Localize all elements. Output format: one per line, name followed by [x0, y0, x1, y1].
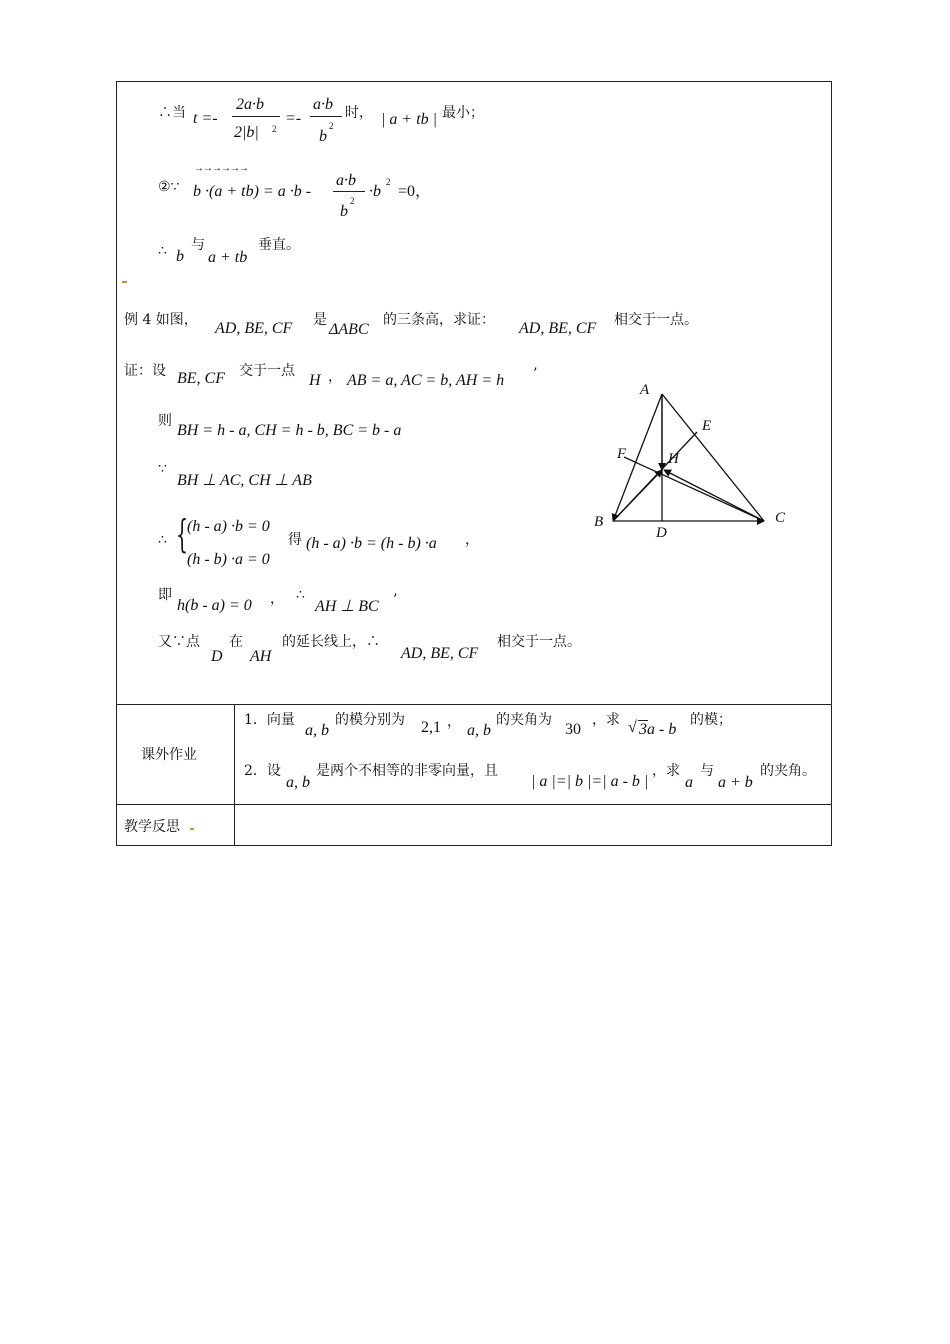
- column-divider: [234, 704, 235, 846]
- frac2-numerator: a·b: [313, 96, 333, 113]
- vector-b: b: [176, 248, 184, 265]
- example-label: 例 4 如图，: [124, 312, 198, 328]
- point-e-label: E: [702, 418, 712, 434]
- q2-end: 的夹角。: [760, 763, 816, 779]
- q2-a-plus-b: a + b: [718, 774, 753, 791]
- q2-description: 是两个不相等的非零向量，且: [316, 763, 498, 779]
- get-word: 得: [288, 532, 302, 548]
- circled-two-because: ②∵: [158, 179, 180, 195]
- frac2-exponent: 2: [329, 121, 334, 131]
- segment-ah: AH: [250, 648, 272, 665]
- vector-bh: [613, 470, 662, 521]
- q2-condition: | a |=| b |=| a - b |: [531, 773, 649, 790]
- q1-angle-text: 的夹角为: [496, 712, 552, 728]
- dot-product-rhs: ·b: [369, 183, 381, 200]
- vector-ch: [664, 470, 764, 521]
- zero-product: h(b - a) = 0: [177, 597, 252, 614]
- frac2-denominator: b: [319, 128, 327, 145]
- perpendicular-word: 垂直。: [258, 237, 300, 253]
- q1-end: 的模；: [690, 712, 732, 728]
- altitudes-list-2: AD, BE, CF: [519, 320, 597, 337]
- q1-modulus-text: 的模分别为: [335, 712, 405, 728]
- intersect-text: 交于一点: [239, 363, 295, 379]
- namely-label: 即: [158, 587, 172, 603]
- row-divider-1: [116, 704, 832, 705]
- system-eq2: (h - b) ·a = 0: [187, 551, 270, 568]
- q2-with: 与: [700, 763, 714, 779]
- perpendicular-relations: BH ⊥ AC, CH ⊥ AB: [177, 472, 312, 489]
- extension-text: 的延长线上，∴: [282, 634, 380, 650]
- equals-zero: =0，: [398, 183, 432, 200]
- abs-expression: | a + tb |: [381, 111, 438, 128]
- q1-values: 2,1: [421, 719, 441, 736]
- frac3-bar: [333, 191, 365, 192]
- ah-perp-bc: AH ⊥ BC: [315, 598, 379, 615]
- frac3-exponent: 2: [350, 196, 355, 206]
- three-heights-text: 的三条高，求证：: [383, 312, 495, 328]
- q1-vectors-2: a, b: [467, 722, 491, 739]
- vector-arrows: →→→→→→: [194, 163, 248, 174]
- point-c-label: C: [775, 510, 786, 526]
- anchor-mark-2: [190, 828, 194, 830]
- b-squared-exponent: 2: [386, 177, 391, 187]
- therefore-sign: ∴: [158, 243, 167, 259]
- point-h: H: [309, 372, 321, 389]
- comma: ，: [328, 369, 342, 385]
- final-altitudes: AD, BE, CF: [401, 645, 479, 662]
- point-f-label: F: [617, 446, 627, 462]
- therefore-sign-2: ∴: [158, 532, 167, 548]
- derived-equality: (h - a) ·b = (h - b) ·a: [306, 535, 437, 552]
- altitude-cf: [624, 457, 764, 521]
- q2-vector-a: a: [685, 774, 693, 791]
- q2-find: ，求: [652, 763, 680, 779]
- q1-vectors: a, b: [305, 722, 329, 739]
- frac1-denominator: 2|b|: [234, 124, 259, 141]
- anchor-mark: [122, 281, 127, 283]
- point-a-label: A: [640, 382, 650, 398]
- time-label: 时，: [345, 105, 373, 121]
- q2-vectors: a, b: [286, 774, 310, 791]
- homework-label: 课外作业: [141, 747, 197, 763]
- be-cf: BE, CF: [177, 370, 225, 387]
- q1-find: ，求: [592, 712, 620, 728]
- equals-minus: =-: [285, 110, 302, 127]
- concurrent-text: 相交于一点。: [614, 312, 698, 328]
- is-word: 是: [313, 312, 327, 328]
- t-equals: t =-: [193, 110, 218, 127]
- proof-start: 证：设: [124, 363, 166, 379]
- point-d: D: [211, 648, 223, 665]
- prime-mark: ’: [533, 366, 538, 382]
- dot-product-lhs: b ·(a + tb) = a ·b -: [193, 183, 312, 200]
- then-label: 则: [158, 413, 172, 429]
- frac2-bar: [310, 116, 342, 117]
- altitudes-list: AD, BE, CF: [215, 320, 293, 337]
- sqrt-sign: √: [628, 719, 637, 736]
- point-d-label: D: [656, 525, 667, 541]
- final-concurrent: 相交于一点。: [497, 634, 581, 650]
- prime-mark-2: ’: [393, 592, 398, 608]
- result-comma: ，: [465, 532, 479, 548]
- system-brace: {: [176, 512, 189, 556]
- q1-comma: ，: [447, 714, 461, 730]
- on-word: 在: [229, 634, 243, 650]
- q1-expression: 3a - b: [639, 721, 677, 738]
- frac1-exponent: 2: [272, 124, 277, 134]
- system-eq1: (h - a) ·b = 0: [187, 518, 270, 535]
- frac1-bar: [232, 116, 280, 117]
- therefore-when: ∴当: [158, 105, 186, 121]
- point-b-label: B: [594, 514, 604, 530]
- q1-degrees: 30: [565, 721, 581, 738]
- min-label: 最小；: [442, 105, 484, 121]
- vector-expressions: BH = h - a, CH = h - b, BC = b - a: [177, 422, 402, 439]
- q2-number: 2．设: [244, 763, 281, 779]
- frac3-denominator: b: [340, 203, 348, 220]
- q1-number: 1．向量: [244, 712, 295, 728]
- because-sign: ∵: [158, 461, 167, 477]
- point-h-label: H: [668, 451, 679, 467]
- also-point: 又∵点: [158, 634, 200, 650]
- row-divider-2: [116, 804, 832, 805]
- therefore-sign-3: ∴: [296, 587, 305, 603]
- comma-2: ，: [270, 591, 284, 607]
- triangle-abc: ΔABC: [329, 321, 369, 338]
- reflection-label: 教学反思: [124, 819, 180, 835]
- frac1-numerator: 2a·b: [236, 96, 264, 113]
- with-word: 与: [191, 237, 205, 253]
- frac3-numerator: a·b: [336, 172, 356, 189]
- a-plus-tb: a + tb: [208, 249, 248, 266]
- vector-definitions: AB = a, AC = b, AH = h: [347, 372, 505, 389]
